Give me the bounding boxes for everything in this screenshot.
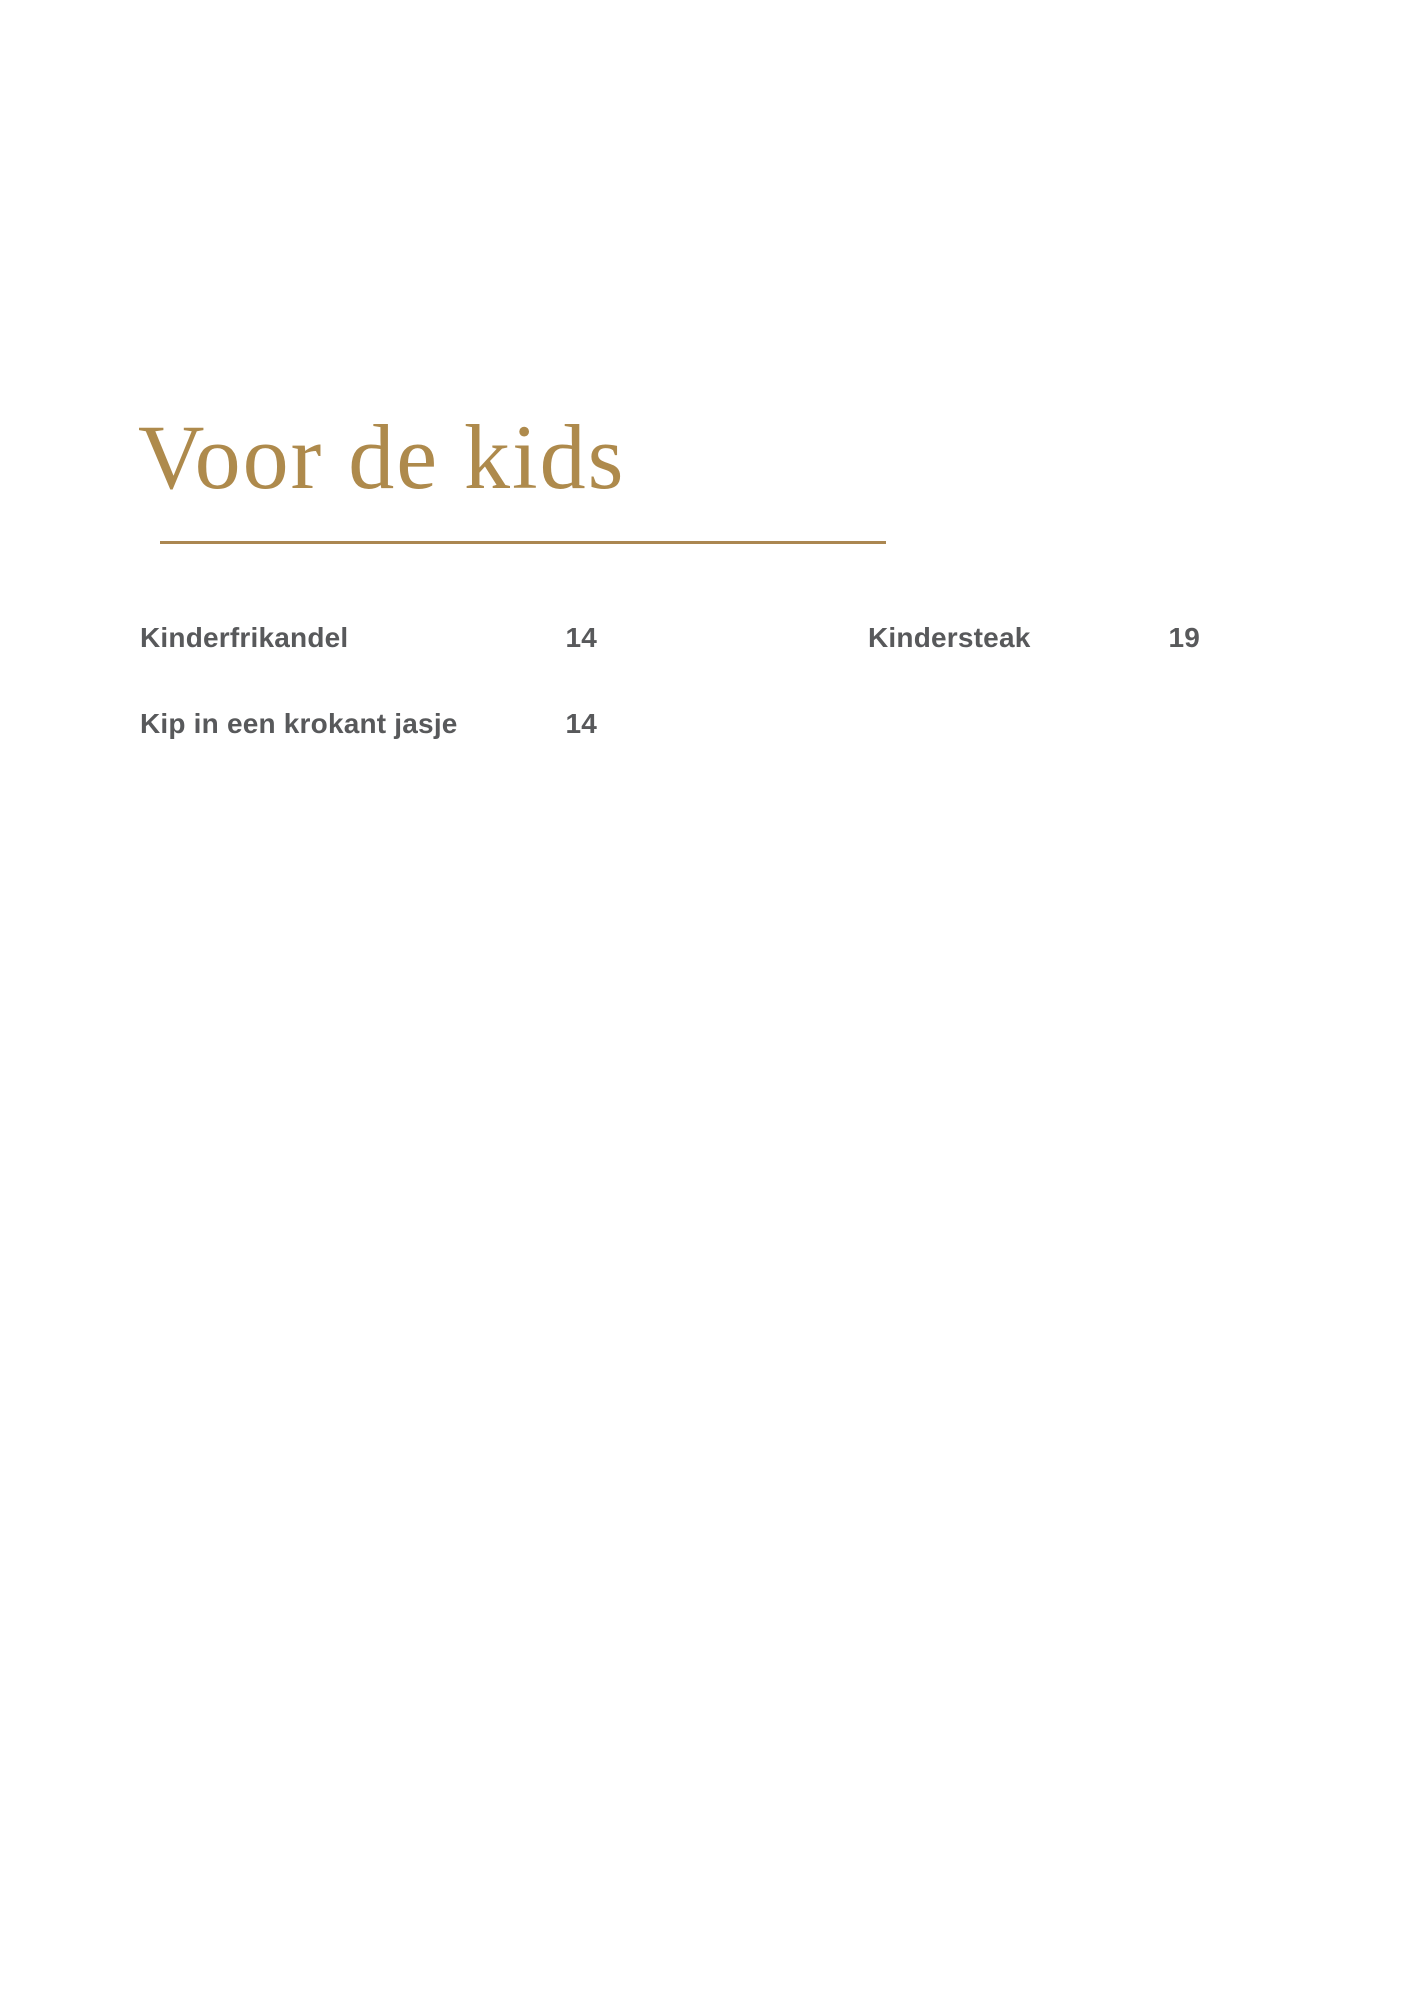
page-title: Voor de kids bbox=[138, 406, 626, 508]
menu-item-price: 14 bbox=[565, 622, 597, 653]
menu-item bbox=[868, 621, 1200, 655]
menu-item-name: Kindersteak bbox=[868, 622, 1031, 653]
title-underline-rule bbox=[160, 541, 886, 544]
menu-item bbox=[140, 621, 597, 655]
menu-column-left bbox=[140, 621, 597, 793]
menu-item-name: Kip in een krokant jasje bbox=[140, 708, 458, 739]
menu-item-price: 14 bbox=[565, 708, 597, 739]
menu-column-right bbox=[868, 621, 1200, 707]
menu-item-name: Kinderfrikandel bbox=[140, 622, 349, 653]
menu-item-price: 19 bbox=[1168, 622, 1200, 653]
menu-item bbox=[140, 707, 597, 741]
